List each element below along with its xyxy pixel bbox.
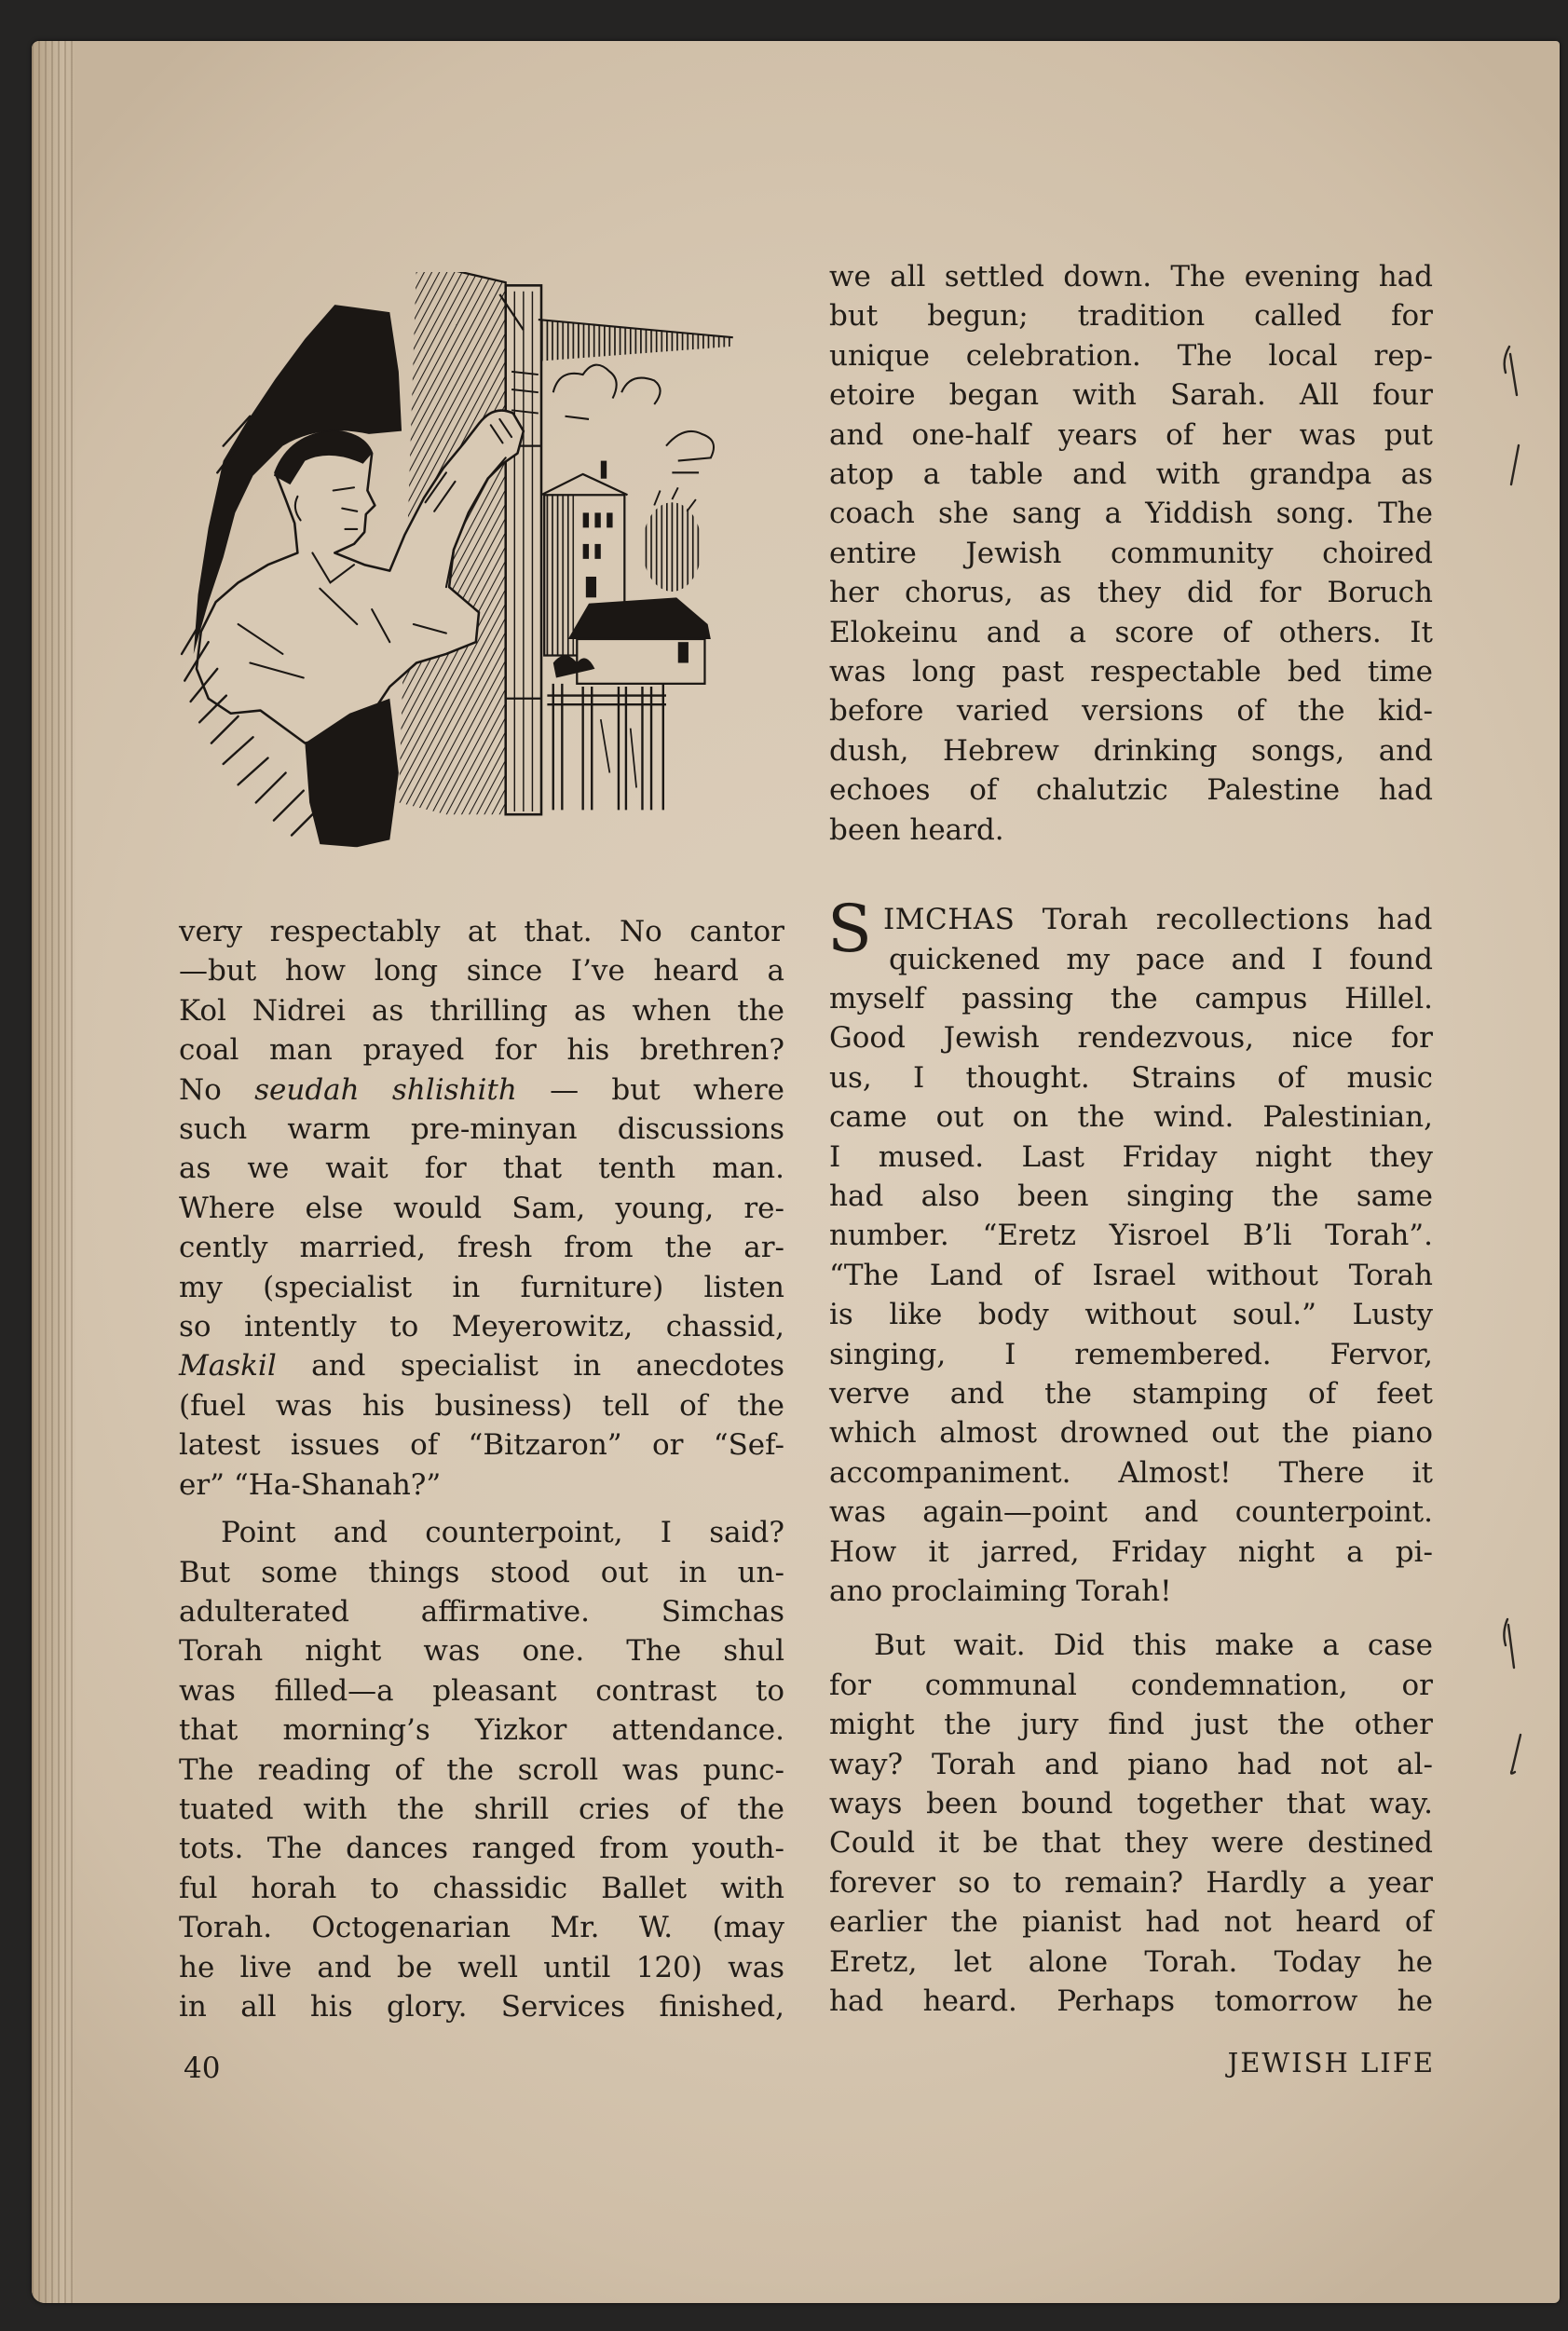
paragraph <box>827 891 1433 1611</box>
text-line: (fuel was his business) tell of the <box>179 1388 784 1423</box>
text-line: myself passing the campus Hillel. <box>829 981 1433 1016</box>
text-line: Elokeinu and a score of others. It <box>829 615 1433 649</box>
text-line: er” “Ha-Shanah?” <box>179 1467 442 1502</box>
text-line: been heard. <box>829 812 1004 847</box>
text-line: entire Jewish community choired <box>829 536 1433 570</box>
text-line: he live and be well until 120) was <box>179 1950 784 1984</box>
text-line: accompaniment. Almost! There it <box>829 1455 1433 1490</box>
text-line: as we wait for that tenth man. <box>179 1152 784 1186</box>
text-line: in all his glory. Services finished, <box>179 1989 784 2024</box>
text-line: Torah. Octogenarian Mr. W. (may <box>179 1911 784 1945</box>
text-line: was long past respectable bed time <box>829 655 1433 689</box>
text-line: latest issues of “Bitzaron” or “Sef- <box>179 1428 784 1463</box>
text-line: her chorus, as they did for Boruch <box>829 576 1433 610</box>
illustration-awning <box>539 320 733 361</box>
text-line: —but how long since I’ve heard a <box>179 954 784 988</box>
text-run: — but where <box>516 1072 784 1107</box>
text-line <box>179 1346 784 1385</box>
text-line: atop a table and with grandpa as <box>829 457 1433 492</box>
pencil-mark <box>1504 1619 1507 1645</box>
right-column <box>829 257 1433 2021</box>
text-line <box>179 1070 784 1110</box>
illustration <box>167 272 736 874</box>
page-binding-edge <box>32 41 76 2303</box>
text-line: singing, I remembered. Fervor, <box>829 1337 1433 1371</box>
text-line: The reading of the scroll was punc- <box>179 1752 784 1787</box>
text-line: Where else would Sam, young, re- <box>179 1191 784 1225</box>
pencil-mark <box>1511 1735 1520 1774</box>
text-line: way? Torah and piano had not al- <box>829 1747 1433 1781</box>
text-line: ways been bound together that way. <box>829 1787 1433 1821</box>
text-line: quickened my pace and I found <box>889 942 1433 976</box>
illustration-buildings <box>541 461 711 811</box>
text-line: ano proclaiming Torah! <box>829 1574 1172 1608</box>
pencil-mark <box>1505 347 1509 373</box>
text-line: my (specialist in furniture) listen <box>179 1270 784 1304</box>
paragraph <box>829 257 1433 850</box>
page-number: 40 <box>184 2052 221 2085</box>
text-line: before varied versions of the kid- <box>829 694 1433 729</box>
running-title: JEWISH LIFE <box>1227 2047 1435 2079</box>
text-line: number. “Eretz Yisroel B’li Torah”. <box>829 1219 1433 1253</box>
italic-term: seudah shlishith <box>254 1072 517 1107</box>
pencil-mark <box>1510 354 1517 395</box>
text-line: adulterated affirmative. Simchas <box>179 1594 784 1629</box>
text-line: “The Land of Israel without Torah <box>829 1258 1433 1292</box>
text-line: But some things stood out in un- <box>179 1555 784 1589</box>
illustration-window-frame <box>499 285 541 814</box>
text-line: Good Jewish rendezvous, nice for <box>829 1021 1433 1056</box>
margin-pencil-marks <box>1481 317 1537 1807</box>
text-line: I mused. Last Friday night they <box>829 1139 1433 1174</box>
pencil-mark <box>1511 445 1519 484</box>
text-line: Kol Nidrei as thrilling as when the <box>179 993 784 1028</box>
text-line: had also been singing the same <box>829 1179 1433 1213</box>
text-line: Could it be that they were destined <box>829 1826 1433 1861</box>
text-line: ful horah to chassidic Ballet with <box>179 1871 784 1905</box>
illustration-clouds <box>553 365 714 473</box>
text-line: etoire began with Sarah. All four <box>829 378 1433 413</box>
text-line: cently married, fresh from the ar- <box>179 1231 784 1265</box>
text-line: such warm pre-minyan discussions <box>179 1112 784 1147</box>
text-line: coach she sang a Yiddish song. The <box>829 497 1433 531</box>
text-line: unique celebration. The local rep- <box>829 338 1433 373</box>
text-line: dush, Hebrew drinking songs, and <box>829 733 1433 768</box>
text-run: No <box>179 1072 255 1107</box>
text-line: tots. The dances ranged from youth- <box>179 1832 784 1866</box>
paragraph <box>179 912 784 1505</box>
italic-term: Maskil <box>179 1349 277 1384</box>
paragraph <box>179 1513 784 2026</box>
text-line: tuated with the shrill cries of the <box>179 1792 784 1826</box>
text-line: verve and the stamping of feet <box>829 1376 1433 1411</box>
text-line: earlier the pianist had not heard of <box>829 1905 1433 1940</box>
text-line: is like body without soul.” Lusty <box>829 1298 1433 1332</box>
text-line: had heard. Perhaps tomorrow he <box>829 1984 1433 2019</box>
paragraph <box>829 1626 1433 2021</box>
text-line: for communal condemnation, or <box>829 1668 1433 1702</box>
text-line: but begun; tradition called for <box>829 299 1433 334</box>
text-line: so intently to Meyerowitz, chassid, <box>179 1310 784 1344</box>
text-line: which almost drowned out the piano <box>829 1416 1433 1451</box>
text-line: was filled—a pleasant contrast to <box>179 1673 784 1708</box>
text-line: forever so to remain? Hardly a year <box>829 1865 1433 1900</box>
text-line: coal man prayed for his brethren? <box>179 1033 784 1068</box>
text-line: might the jury find just the other <box>829 1708 1433 1742</box>
left-column <box>179 912 784 2026</box>
text-line: that morning’s Yizkor attendance. <box>179 1713 784 1748</box>
text-run: and specialist in anecdotes <box>276 1349 784 1384</box>
text-line: echoes of chalutzic Palestine had <box>829 773 1433 808</box>
pencil-mark <box>1508 1625 1514 1668</box>
text-line: came out on the wind. Palestinian, <box>829 1100 1433 1135</box>
text-line: us, I thought. Strains of music <box>829 1060 1433 1095</box>
text-line: Torah night was one. The shul <box>179 1634 784 1669</box>
text-line: How it jarred, Friday night a pi- <box>829 1534 1433 1569</box>
text-line: IMCHAS Torah recollections had <box>883 903 1433 937</box>
text-line: Eretz, let alone Torah. Today he <box>829 1944 1433 1979</box>
text-line: Point and counterpoint, I said? <box>221 1516 784 1550</box>
text-line: we all settled down. The evening had <box>829 260 1433 293</box>
drop-cap: S <box>827 891 872 968</box>
text-line: was again—point and counterpoint. <box>829 1495 1433 1530</box>
text-line: very respectably at that. No cantor <box>179 915 784 948</box>
text-line: But wait. Did this make a case <box>874 1629 1433 1663</box>
text-line: and one-half years of her was put <box>829 417 1433 452</box>
